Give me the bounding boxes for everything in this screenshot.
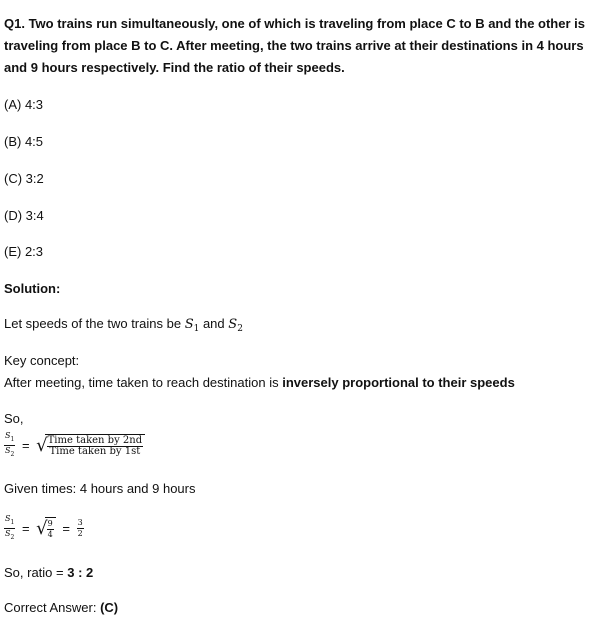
result-num: 3 (77, 518, 83, 527)
speed-s2: $S_2$ (228, 317, 243, 334)
square-root: √ $\frac{\text{Time taken by 2nd}}{\text{Time taken by 1st}}$ (36, 434, 145, 457)
given-den: 4 (47, 530, 53, 539)
result-den: 2 (77, 529, 83, 538)
ratio-fraction: $\frac{S_1}{S_2}$ (5, 431, 15, 458)
option-b: (B) 4:5 (4, 134, 44, 149)
correct-answer-line (4, 600, 118, 615)
concept-bold: inversely proportional to their speeds (282, 375, 515, 390)
solution-heading: Solution: (4, 281, 61, 296)
concept-line (4, 375, 515, 390)
answer-prefix: Correct Answer: (4, 600, 101, 615)
ratio-value: 3 : 2 (67, 565, 94, 580)
let-speeds-line (4, 316, 243, 334)
ratio-line (4, 565, 93, 580)
option-e: (E) 2:3 (4, 244, 44, 259)
and-word: and (202, 316, 225, 331)
option-c: (C) 3:2 (4, 171, 44, 186)
let-prefix: Let speeds of the two trains be (4, 316, 182, 331)
formula-denominator: Time taken by 1st (49, 446, 141, 457)
ratio-prefix: So, ratio = (4, 565, 68, 580)
question-text: Q1. Two trains run simultaneously, one of which is traveling from place C to B and the other is traveling from place B to C. After meeting, the two trains arrive at their destinations in 4 hours and 9 hours respectively. Find the ratio of their speeds. (4, 16, 585, 75)
so-label: So, (4, 411, 24, 426)
option-d: (D) 3:4 (4, 208, 44, 223)
answer-value: (C) (100, 600, 119, 615)
formula-ratio: $\frac{S_1}{S_2}$ = √ $\frac{\text{Time taken by 2nd}}{\text{Time taken by 1st}}$ (4, 431, 145, 460)
concept-prefix: After meeting, time taken to reach destination is (4, 375, 283, 390)
formula-result: $\frac{S_1}{S_2}$ = √ $\frac{9}{4}$ = $\frac{3}{2}$ (5, 514, 83, 541)
option-a: (A) 4:3 (4, 97, 44, 112)
key-concept-label: Key concept: (4, 353, 80, 368)
given-num: 9 (47, 519, 53, 528)
speed-s1: $S_1$ (184, 317, 200, 334)
given-times: Given times: 4 hours and 9 hours (4, 481, 196, 496)
formula-numerator: Time taken by 2nd (47, 435, 143, 446)
